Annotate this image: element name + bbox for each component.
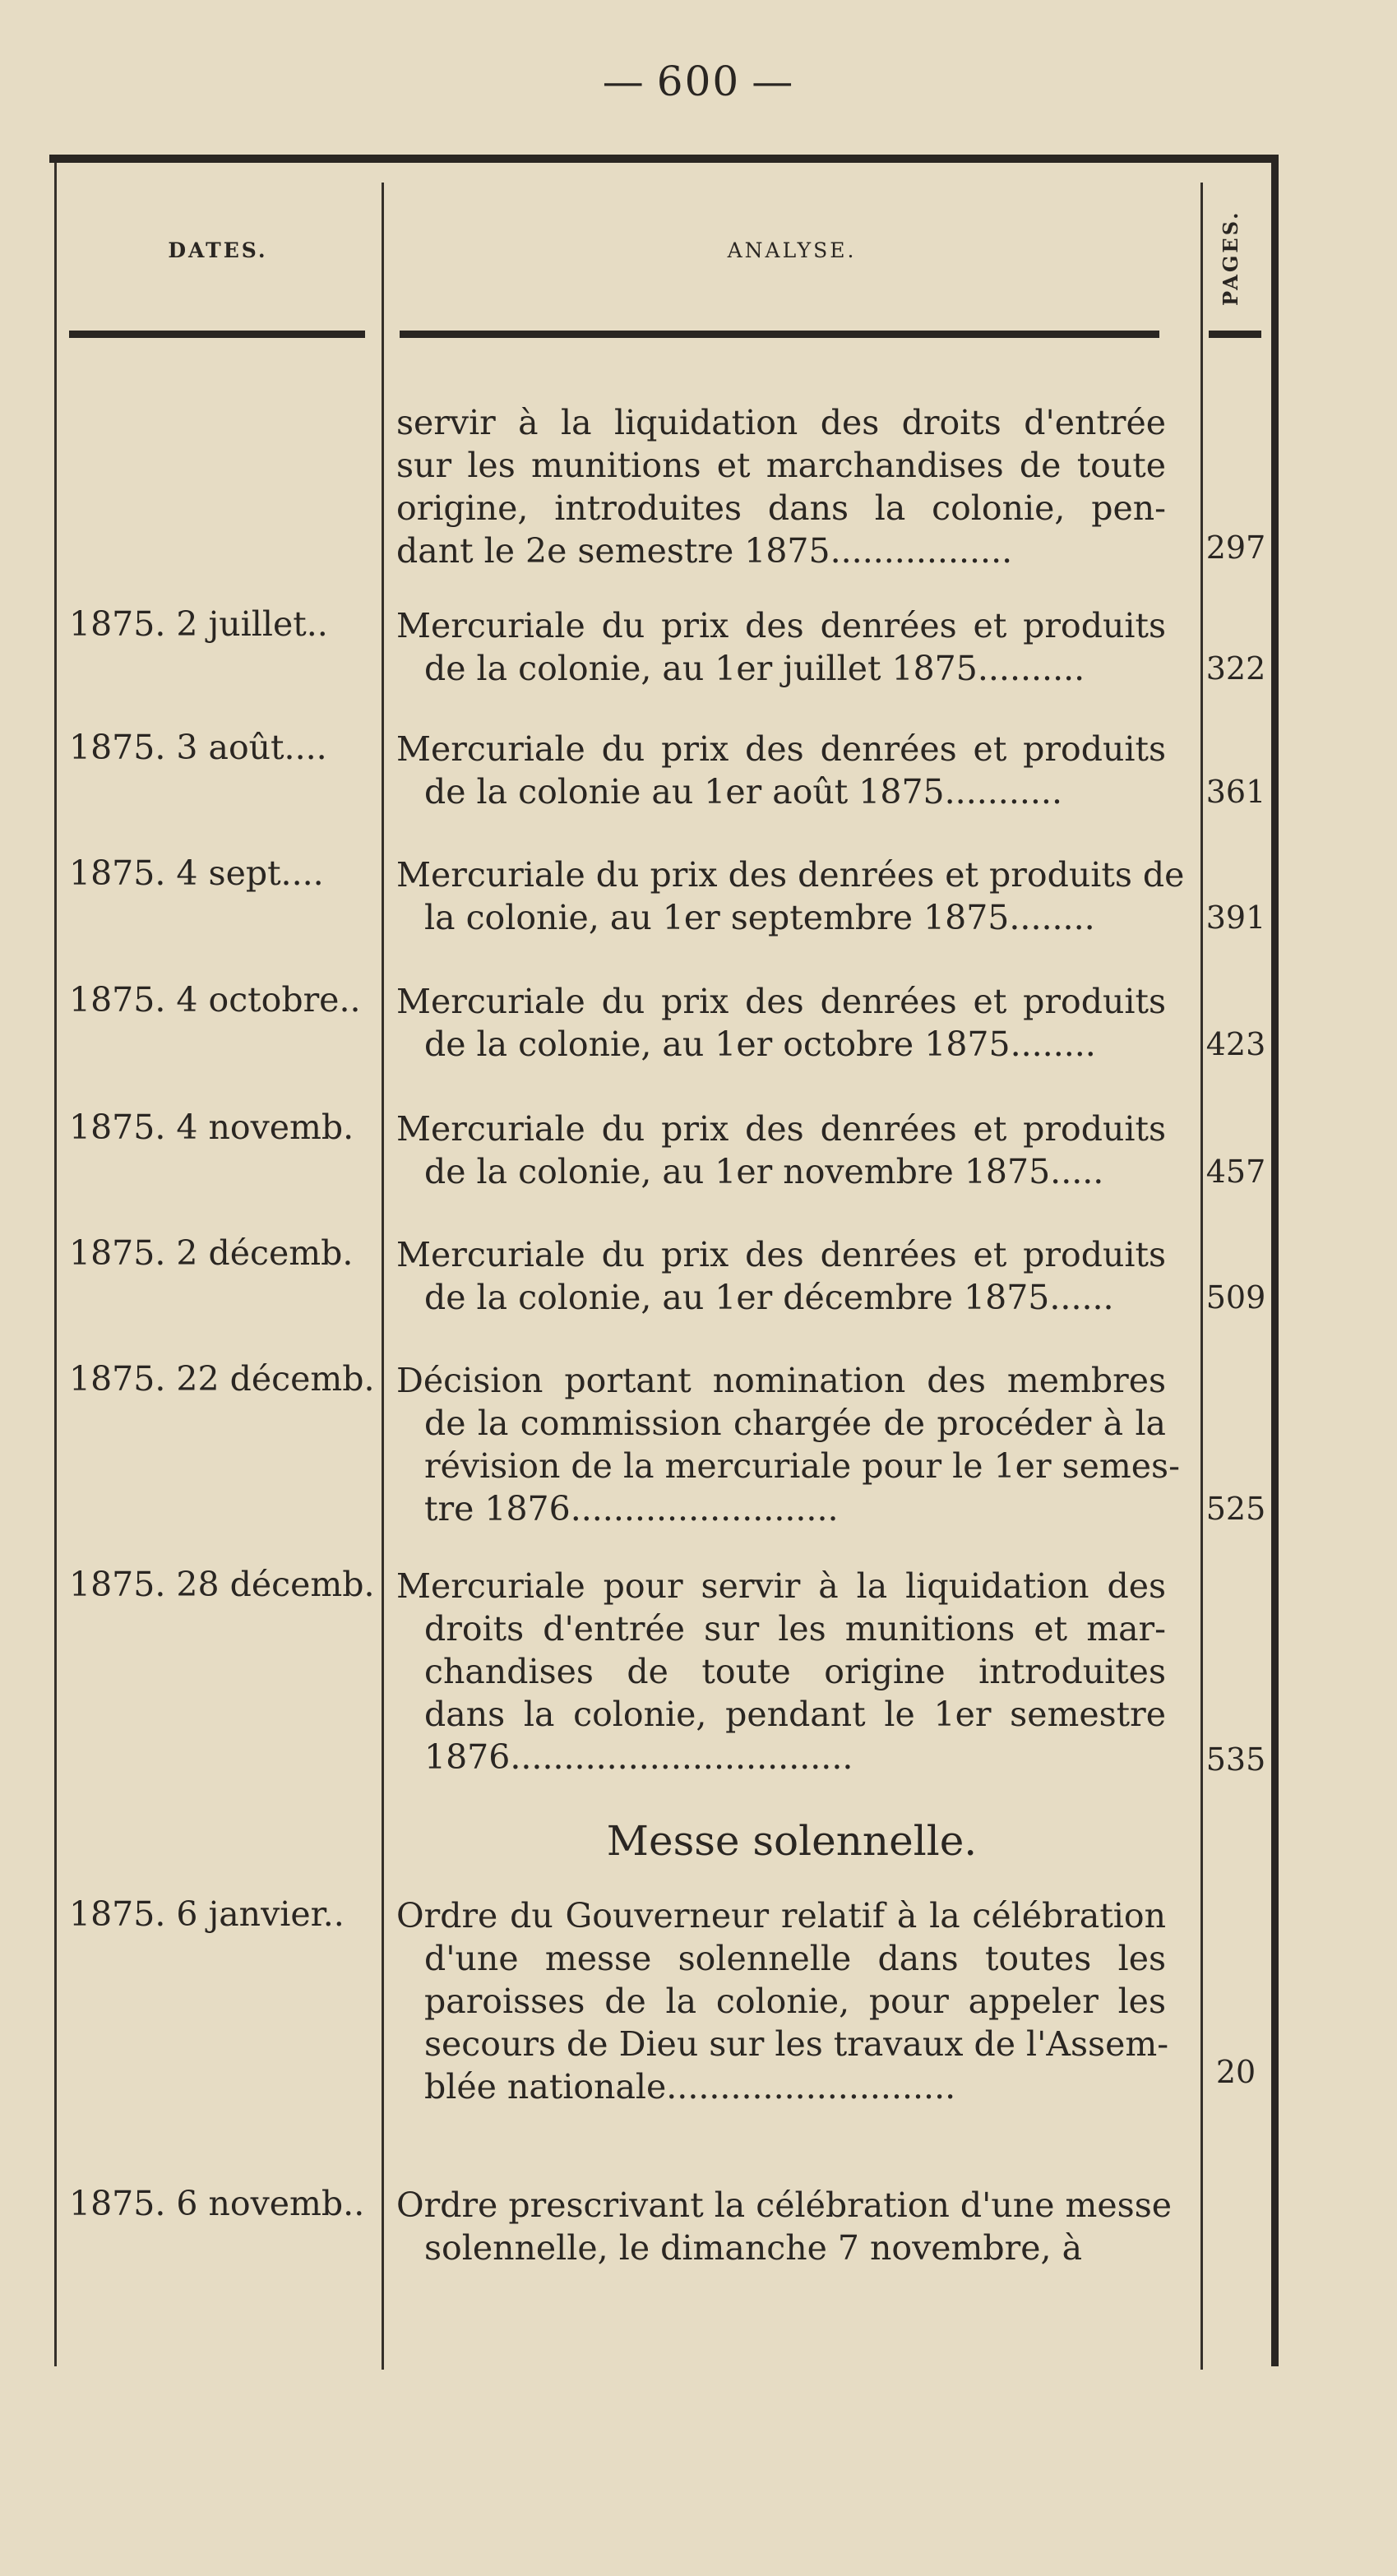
entry-analysis: Mercuriale du prix des denrées et produits de la colonie, au 1er novembre 1875..... <box>396 1109 1166 1191</box>
entry-date: 1875. 4 octobre.. <box>69 980 361 1020</box>
entry-page: 322 <box>1205 650 1266 687</box>
entry-date: 1875. 4 novemb. <box>69 1108 354 1147</box>
header-rule-dates <box>69 331 365 338</box>
header-rule-pages <box>1209 331 1261 338</box>
entry-analysis: Mercuriale pour servir à la liquidation des droits d'entrée sur les munitions et mar- chandises de toute origine introduites dans la colonie, pendant le 1er semestre 1876................................ <box>396 1566 1166 1777</box>
entry-page: 423 <box>1205 1026 1266 1062</box>
entry-page: 20 <box>1215 2054 1256 2090</box>
section-heading: Messe solennelle. <box>606 1817 978 1865</box>
entry-date: 1875. 6 janvier.. <box>69 1894 345 1934</box>
column-header-analyse: ANALYSE. <box>727 238 857 262</box>
entry-analysis: Mercuriale du prix des denrées et produits de la colonie, au 1er octobre 1875........ <box>396 982 1166 1064</box>
entry-analysis: Ordre prescrivant la célébration d'une messe solennelle, le dimanche 7 novembre, à <box>396 2185 1172 2268</box>
entry-date: 1875. 4 sept.... <box>69 853 324 893</box>
column-header-pages: PAGES. <box>1219 210 1242 306</box>
entry-page: 457 <box>1205 1154 1266 1190</box>
page-number: — 600 — <box>602 58 795 105</box>
column-divider-pages <box>1200 183 1203 2370</box>
column-header-dates: DATES. <box>168 238 268 262</box>
entry-analysis: Ordre du Gouverneur relatif à la célébration d'une messe solennelle dans toutes les paroisses de la colonie, pour appeler les secours de Dieu sur les travaux de l'Assem- blée nationale........................... <box>396 1896 1169 2107</box>
entry-date: 1875. 2 juillet.. <box>69 604 328 644</box>
entry-analysis: Décision portant nomination des membres de la commission chargée de procéder à la révision de la mercuriale pour le 1er semes- tre 1876......................... <box>396 1361 1180 1528</box>
entry-page: 535 <box>1205 1741 1266 1778</box>
entry-analysis: Mercuriale du prix des denrées et produits de la colonie, au 1er septembre 1875........ <box>396 855 1185 937</box>
table-left-border <box>54 163 57 2366</box>
column-divider-dates <box>382 183 384 2370</box>
entry-page: 509 <box>1205 1279 1266 1316</box>
page-number-value: 600 <box>656 58 741 105</box>
entry-analysis: servir à la liquidation des droits d'entrée sur les munitions et marchandises de toute origine, introduites dans la colonie, pen- dant le 2e semestre 1875................. <box>396 403 1166 571</box>
table-top-border <box>49 155 1274 163</box>
entry-analysis: Mercuriale du prix des denrées et produits de la colonie, au 1er décembre 1875...... <box>396 1235 1166 1317</box>
entry-date: 1875. 22 décemb. <box>69 1359 375 1399</box>
entry-date: 1875. 28 décemb. <box>69 1565 375 1604</box>
entry-page: 297 <box>1205 530 1266 566</box>
entry-page: 525 <box>1205 1491 1266 1527</box>
entry-date: 1875. 2 décemb. <box>69 1233 354 1273</box>
entry-page: 391 <box>1205 900 1266 936</box>
entry-page: 361 <box>1205 774 1266 810</box>
entry-analysis: Mercuriale du prix des denrées et produits de la colonie au 1er août 1875........... <box>396 729 1166 812</box>
entry-date: 1875. 3 août.... <box>69 728 327 767</box>
entry-date: 1875. 6 novemb.. <box>69 2184 365 2223</box>
table-right-border <box>1271 155 1279 2366</box>
entry-analysis: Mercuriale du prix des denrées et produits de la colonie, au 1er juillet 1875.......... <box>396 606 1166 688</box>
header-rule-analyse <box>400 331 1159 338</box>
